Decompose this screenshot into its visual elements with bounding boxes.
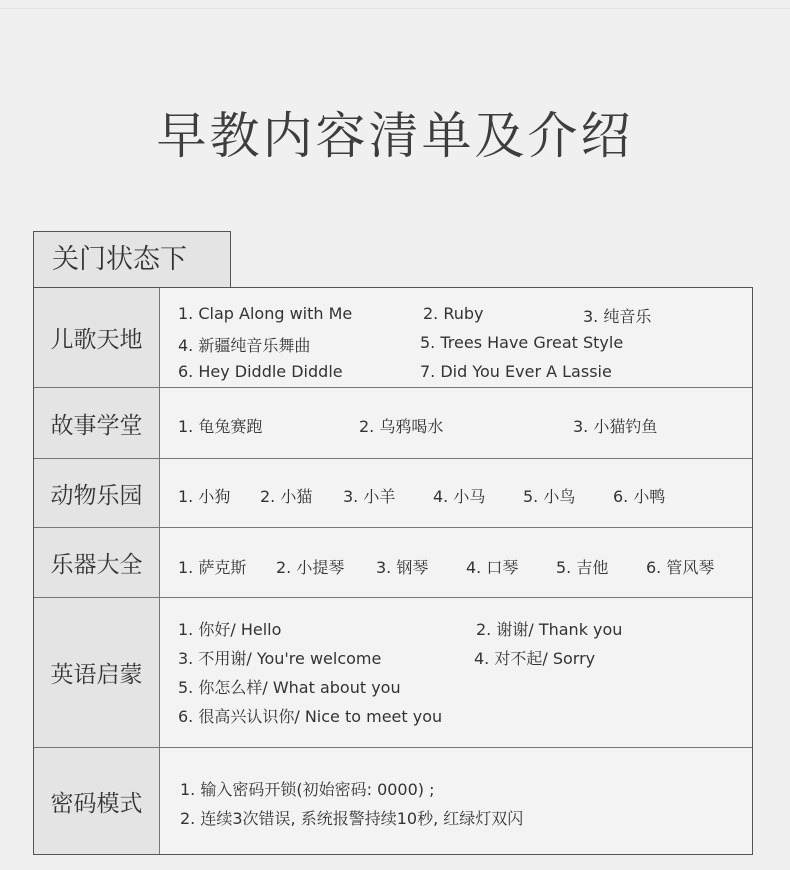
list-item: 3. 钢琴 <box>376 558 429 577</box>
list-item: 6. 管风琴 <box>646 558 715 577</box>
row-content <box>160 459 752 527</box>
list-item: 4. 口琴 <box>466 558 519 577</box>
list-item: 1. 龟兔赛跑 <box>178 417 263 436</box>
row-content <box>160 748 752 854</box>
row-content <box>160 528 752 597</box>
list-item: 6. 很高兴认识你/ Nice to meet you <box>178 707 443 726</box>
table-row <box>34 747 752 854</box>
list-item: 5. 小鸟 <box>523 487 576 506</box>
list-item: 6. 小鸭 <box>613 487 666 506</box>
list-item: 3. 小羊 <box>343 487 396 506</box>
list-item: 3. 不用谢/ You're welcome <box>178 649 382 668</box>
list-item: 3. 纯音乐 <box>583 307 652 326</box>
table-row <box>34 527 752 597</box>
list-item: 2. 谢谢/ Thank you <box>476 620 623 639</box>
table-row <box>34 597 752 747</box>
table-row <box>34 288 752 387</box>
section-tab: 关门状态下 <box>33 231 231 287</box>
row-content <box>160 288 752 387</box>
row-label: 密码模式 <box>34 748 160 854</box>
row-label: 儿歌天地 <box>34 288 160 387</box>
row-label: 动物乐园 <box>34 459 160 527</box>
list-item: 6. Hey Diddle Diddle <box>178 362 343 381</box>
row-label: 乐器大全 <box>34 528 160 597</box>
table-row <box>34 458 752 527</box>
list-item: 4. 新疆纯音乐舞曲 <box>178 336 311 355</box>
list-item: 5. Trees Have Great Style <box>420 333 624 352</box>
list-item: 7. Did You Ever A Lassie <box>420 362 612 381</box>
list-item: 5. 你怎么样/ What about you <box>178 678 401 697</box>
list-item: 5. 吉他 <box>556 558 609 577</box>
list-item: 2. 连续3次错误, 系统报警持续10秒, 红绿灯双闪 <box>180 809 524 828</box>
list-item: 1. 输入密码开锁(初始密码: 0000) ; <box>180 780 435 799</box>
list-item: 4. 对不起/ Sorry <box>474 649 596 668</box>
list-item: 1. 小狗 <box>178 487 231 506</box>
list-item: 4. 小马 <box>433 487 486 506</box>
row-content <box>160 598 752 747</box>
list-item: 2. 小猫 <box>260 487 313 506</box>
list-item: 2. 乌鸦喝水 <box>359 417 444 436</box>
content-table <box>33 287 753 855</box>
list-item: 1. 萨克斯 <box>178 558 247 577</box>
list-item: 1. 你好/ Hello <box>178 620 282 639</box>
row-label: 英语启蒙 <box>34 598 160 747</box>
top-divider <box>0 8 790 9</box>
list-item: 2. Ruby <box>423 304 484 323</box>
row-content <box>160 388 752 458</box>
list-item: 1. Clap Along with Me <box>178 304 353 323</box>
table-row <box>34 387 752 458</box>
list-item: 3. 小猫钓鱼 <box>573 417 658 436</box>
page-title: 早教内容清单及介绍 <box>156 107 634 165</box>
row-label: 故事学堂 <box>34 388 160 458</box>
list-item: 2. 小提琴 <box>276 558 345 577</box>
